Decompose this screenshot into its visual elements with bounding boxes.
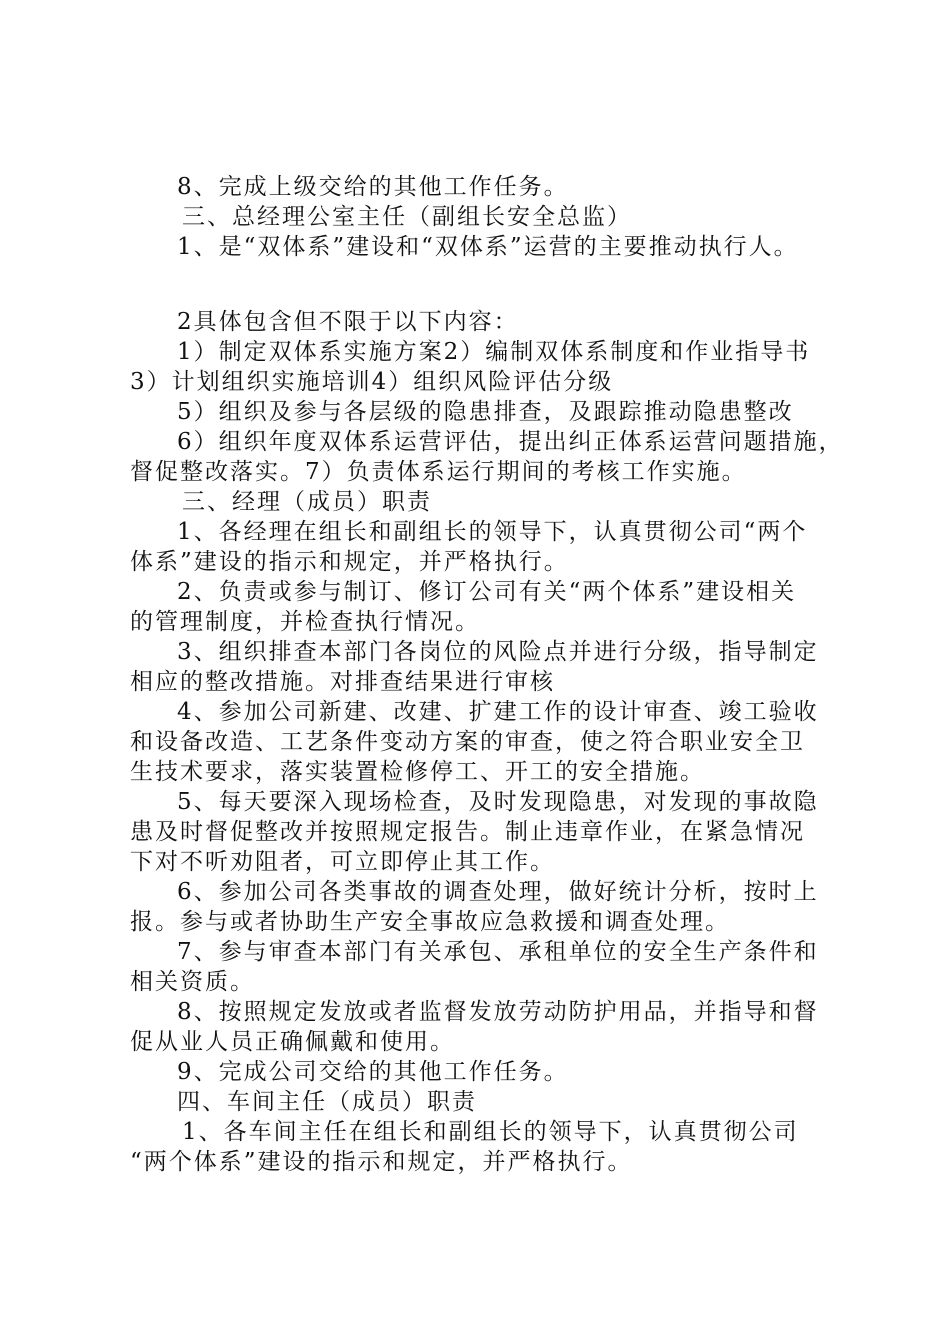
text-line: 促从业人员正确佩戴和使用。	[130, 1029, 455, 1055]
document-body	[130, 172, 844, 1177]
text-line: 5、每天要深入现场检查，及时发现隐患，对发现的事故隐	[177, 789, 819, 815]
section-heading: 三、经理（成员）职责	[182, 489, 432, 515]
text-line: 7、参与审查本部门有关承包、承租单位的安全生产条件和	[177, 939, 819, 965]
text-line: 督促整改落实。7）负责体系运行期间的考核工作实施。	[130, 459, 747, 485]
text-line: 相关资质。	[130, 969, 255, 995]
text-line: 2、负责或参与制订、修订公司有关“两个体系”建设相关	[177, 579, 797, 605]
text-line: 生技术要求，落实装置检修停工、开工的安全措施。	[130, 759, 705, 785]
text-line: 6）组织年度双体系运营评估，提出纠正体系运营问题措施，	[177, 429, 844, 455]
text-line: 1、是“双体系”建设和“双体系”运营的主要推动执行人。	[177, 234, 799, 260]
text-line: 2具体包含但不限于以下内容：	[177, 309, 519, 335]
text-line: 5）组织及参与各层级的隐患排查，及跟踪推动隐患整改	[177, 399, 794, 425]
text-line: 相应的整改措施。对排查结果进行审核	[130, 669, 555, 695]
text-line: 9、完成公司交给的其他工作任务。	[177, 1059, 569, 1085]
text-line: 6、参加公司各类事故的调查处理，做好统计分析，按时上	[177, 879, 819, 905]
text-line: 的管理制度，并检查执行情况。	[130, 609, 480, 635]
text-line: 和设备改造、工艺条件变动方案的审查，使之符合职业安全卫	[130, 729, 805, 755]
text-line: 4、参加公司新建、改建、扩建工作的设计审查、竣工验收	[177, 699, 819, 725]
text-line: 1、各车间主任在组长和副组长的领导下，认真贯彻公司	[182, 1119, 799, 1145]
text-line: 8、完成上级交给的其他工作任务。	[177, 174, 569, 200]
text-line: “两个体系”建设的指示和规定，并严格执行。	[130, 1149, 633, 1175]
text-line: 体系”建设的指示和规定，并严格执行。	[130, 549, 569, 575]
text-line: 8、按照规定发放或者监督发放劳动防护用品，并指导和督	[177, 999, 819, 1025]
text-line: 报。参与或者协助生产安全事故应急救援和调查处理。	[130, 909, 730, 935]
text-line: 患及时督促整改并按照规定报告。制止违章作业，在紧急情况	[130, 819, 805, 845]
text-line: 3）计划组织实施培训4）组织风险评估分级	[130, 369, 614, 395]
section-heading: 四、车间主任（成员）职责	[177, 1089, 477, 1115]
paragraph-gap	[130, 262, 835, 307]
section-heading: 三、总经理公室主任（副组长安全总监）	[182, 204, 632, 230]
text-line: 1、各经理在组长和副组长的领导下，认真贯彻公司“两个	[177, 519, 808, 545]
text-line: 3、组织排查本部门各岗位的风险点并进行分级，指导制定	[177, 639, 819, 665]
text-line: 1）制定双体系实施方案2）编制双体系制度和作业指导书	[177, 339, 811, 365]
text-line: 下对不听劝阻者，可立即停止其工作。	[130, 849, 555, 875]
